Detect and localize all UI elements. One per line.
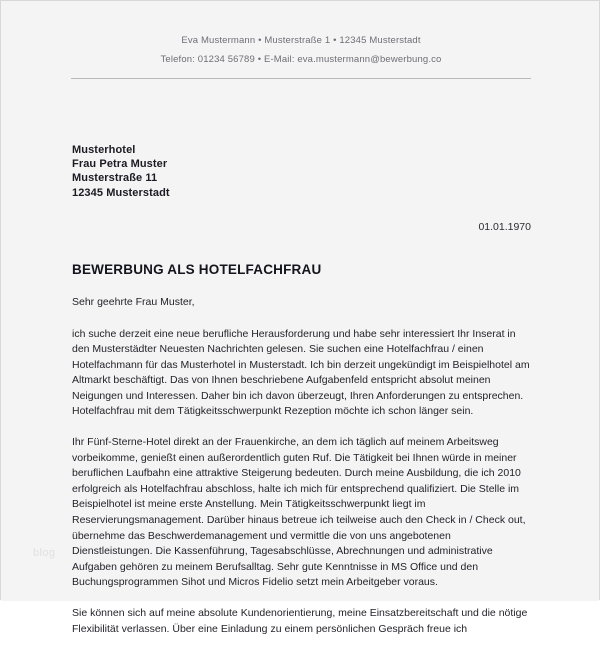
recipient-company: Musterhotel	[72, 144, 136, 156]
letter-body	[72, 295, 531, 652]
letter-subject: BEWERBUNG ALS HOTELFACHFRAU	[72, 262, 322, 277]
letter-paragraph-2: Ihr Fünf-Sterne-Hotel direkt an der Frauenkirche, an dem ich täglich auf meinem Arbeitsweg vorbeikomme, genießt einen außerordentlich guten Ruf. Die Tätigkeit bei Ihnen würde in meiner beruflichen Laufbahn eine attraktive Steigerung bedeuten. Durch meine Ausbildung, die ich 2010 erfolgreich als Hotelfachfrau abschloss, halte ich mich für entsprechend qualifiziert. Die Stelle im Beispielhotel ist meine erste Anstellung. Mein Tätigkeitsschwerpunkt liegt im Reservierungsmanagement. Darüber hinaus betreue ich teilweise auch den Check in / Check out, übernehme das Beschwerdemanagement und vermittle die von uns angebotenen Dienstleistungen. Die Kassenführung, Tagesabschlüsse, Abrechnungen und administrative Aufgaben gehören zu meinem Berufsalltag. Sehr gute Kenntnisse in MS Office und den Buchungsprogrammen Sihot und Micros Fidelio setzt mein Arbeitgeber voraus.	[72, 436, 526, 589]
letter-date: 01.01.1970	[478, 221, 531, 233]
letter-paragraph-1: ich suche derzeit eine neue berufliche Herausforderung und habe sehr interessiert Ihr Inserat in den Musterstädter Neuesten Nachrichten gelesen. Sie suchen eine Hotelfachfrau / einen Hotelfachmann für das Musterhotel in Musterstadt. Ich bin derzeit ungekündigt im Beispielhotel am Altmarkt beschäftigt. Das von Ihnen beschriebene Aufgabenfeld entspricht absolut meinen Neigungen und Interessen. Daher bin ich davon überzeugt, Ihren Anforderungen zu entsprechen. Hotelfachfrau mit dem Tätigkeitsschwerpunkt Rezeption möchte ich schon länger sein.	[72, 327, 530, 418]
letterhead	[71, 31, 531, 69]
letterhead-contact-details: Telefon: 01234 56789 • E-Mail: eva.mustermann@bewerbung.co	[160, 54, 442, 65]
blog-watermark: blog	[33, 547, 56, 559]
recipient-contact-person: Frau Petra Muster	[72, 158, 168, 171]
letter-salutation: Sehr geehrte Frau Muster,	[72, 296, 195, 308]
letterhead-sender-address: Eva Mustermann • Musterstraße 1 • 12345 Musterstadt	[181, 35, 421, 46]
letter-sheet	[1, 1, 599, 635]
letter-paragraph-3: Sie können sich auf meine absolute Kundenorientierung, meine Einsatzbereitschaft und die nötige Flexibilität verlassen. Über eine Einladung zu einem persönlichen Gespräch freue ich	[72, 607, 528, 635]
letterhead-divider	[71, 78, 531, 79]
recipient-address-block	[72, 143, 170, 200]
recipient-street: Musterstraße 11	[72, 172, 158, 185]
recipient-city: 12345 Musterstadt	[72, 186, 170, 199]
